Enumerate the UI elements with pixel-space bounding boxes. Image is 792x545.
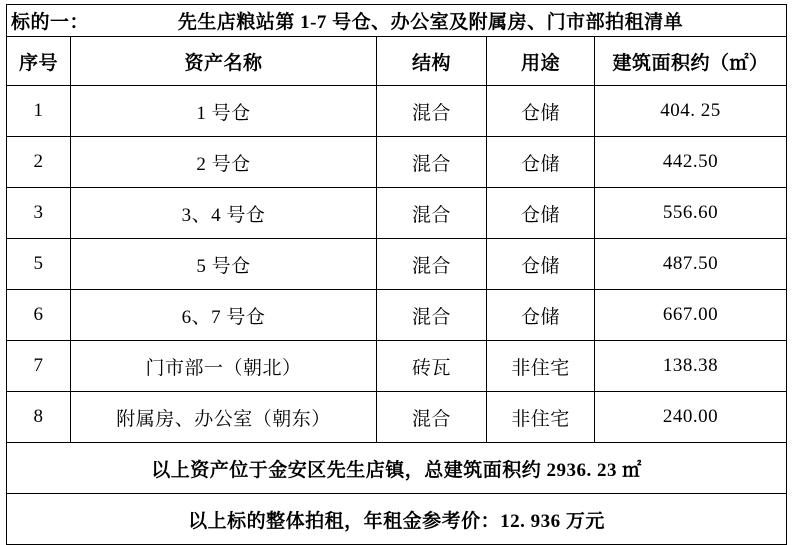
cell-area: 556.60 — [595, 188, 787, 239]
cell-area: 138.38 — [595, 341, 787, 392]
cell-area: 442.50 — [595, 137, 787, 188]
cell-area: 487.50 — [595, 239, 787, 290]
table-row — [7, 392, 787, 443]
cell-use: 仓储 — [487, 239, 595, 290]
cell-no: 5 — [7, 239, 71, 290]
table-header-row — [7, 37, 787, 86]
cell-use: 非住宅 — [487, 341, 595, 392]
column-header-use: 用途 — [487, 37, 595, 86]
cell-area: 404. 25 — [595, 86, 787, 137]
cell-name: 门市部一（朝北） — [71, 341, 377, 392]
cell-structure: 混合 — [377, 137, 487, 188]
cell-no: 8 — [7, 392, 71, 443]
title-wrap — [11, 7, 782, 34]
cell-name: 3、4 号仓 — [71, 188, 377, 239]
cell-name: 6、7 号仓 — [71, 290, 377, 341]
cell-use: 仓储 — [487, 188, 595, 239]
table-footer-row-rent — [7, 494, 787, 545]
document-title-cell — [7, 5, 787, 37]
table-footer-row-total-area — [7, 443, 787, 494]
column-header-no: 序号 — [7, 37, 71, 86]
column-header-structure: 结构 — [377, 37, 487, 86]
cell-structure: 混合 — [377, 392, 487, 443]
cell-name: 5 号仓 — [71, 239, 377, 290]
table-row — [7, 341, 787, 392]
table-row — [7, 86, 787, 137]
cell-use: 仓储 — [487, 86, 595, 137]
cell-no: 7 — [7, 341, 71, 392]
cell-area: 240.00 — [595, 392, 787, 443]
column-header-name: 资产名称 — [71, 37, 377, 86]
page-title: 先生店粮站第 1-7 号仓、办公室及附属房、门市部拍租清单 — [177, 12, 684, 33]
cell-structure: 混合 — [377, 290, 487, 341]
cell-name: 附属房、办公室（朝东） — [71, 392, 377, 443]
table-row — [7, 137, 787, 188]
cell-no: 6 — [7, 290, 71, 341]
cell-no: 2 — [7, 137, 71, 188]
table-row — [7, 188, 787, 239]
cell-no: 1 — [7, 86, 71, 137]
cell-structure: 砖瓦 — [377, 341, 487, 392]
table-row — [7, 239, 787, 290]
cell-area: 667.00 — [595, 290, 787, 341]
cell-name: 2 号仓 — [71, 137, 377, 188]
cell-use: 非住宅 — [487, 392, 595, 443]
cell-structure: 混合 — [377, 239, 487, 290]
cell-structure: 混合 — [377, 86, 487, 137]
column-header-area: 建筑面积约（㎡） — [595, 37, 787, 86]
table-row — [7, 290, 787, 341]
cell-use: 仓储 — [487, 137, 595, 188]
footer-total-area: 以上资产位于金安区先生店镇，总建筑面积约 2936. 23 ㎡ — [7, 443, 787, 494]
title-label: 标的一： — [11, 12, 90, 33]
cell-name: 1 号仓 — [71, 86, 377, 137]
asset-table — [6, 4, 787, 545]
footer-rent-price: 以上标的整体拍租，年租金参考价：12. 936 万元 — [7, 494, 787, 545]
table-title-row — [7, 5, 787, 37]
cell-use: 仓储 — [487, 290, 595, 341]
cell-no: 3 — [7, 188, 71, 239]
cell-structure: 混合 — [377, 188, 487, 239]
